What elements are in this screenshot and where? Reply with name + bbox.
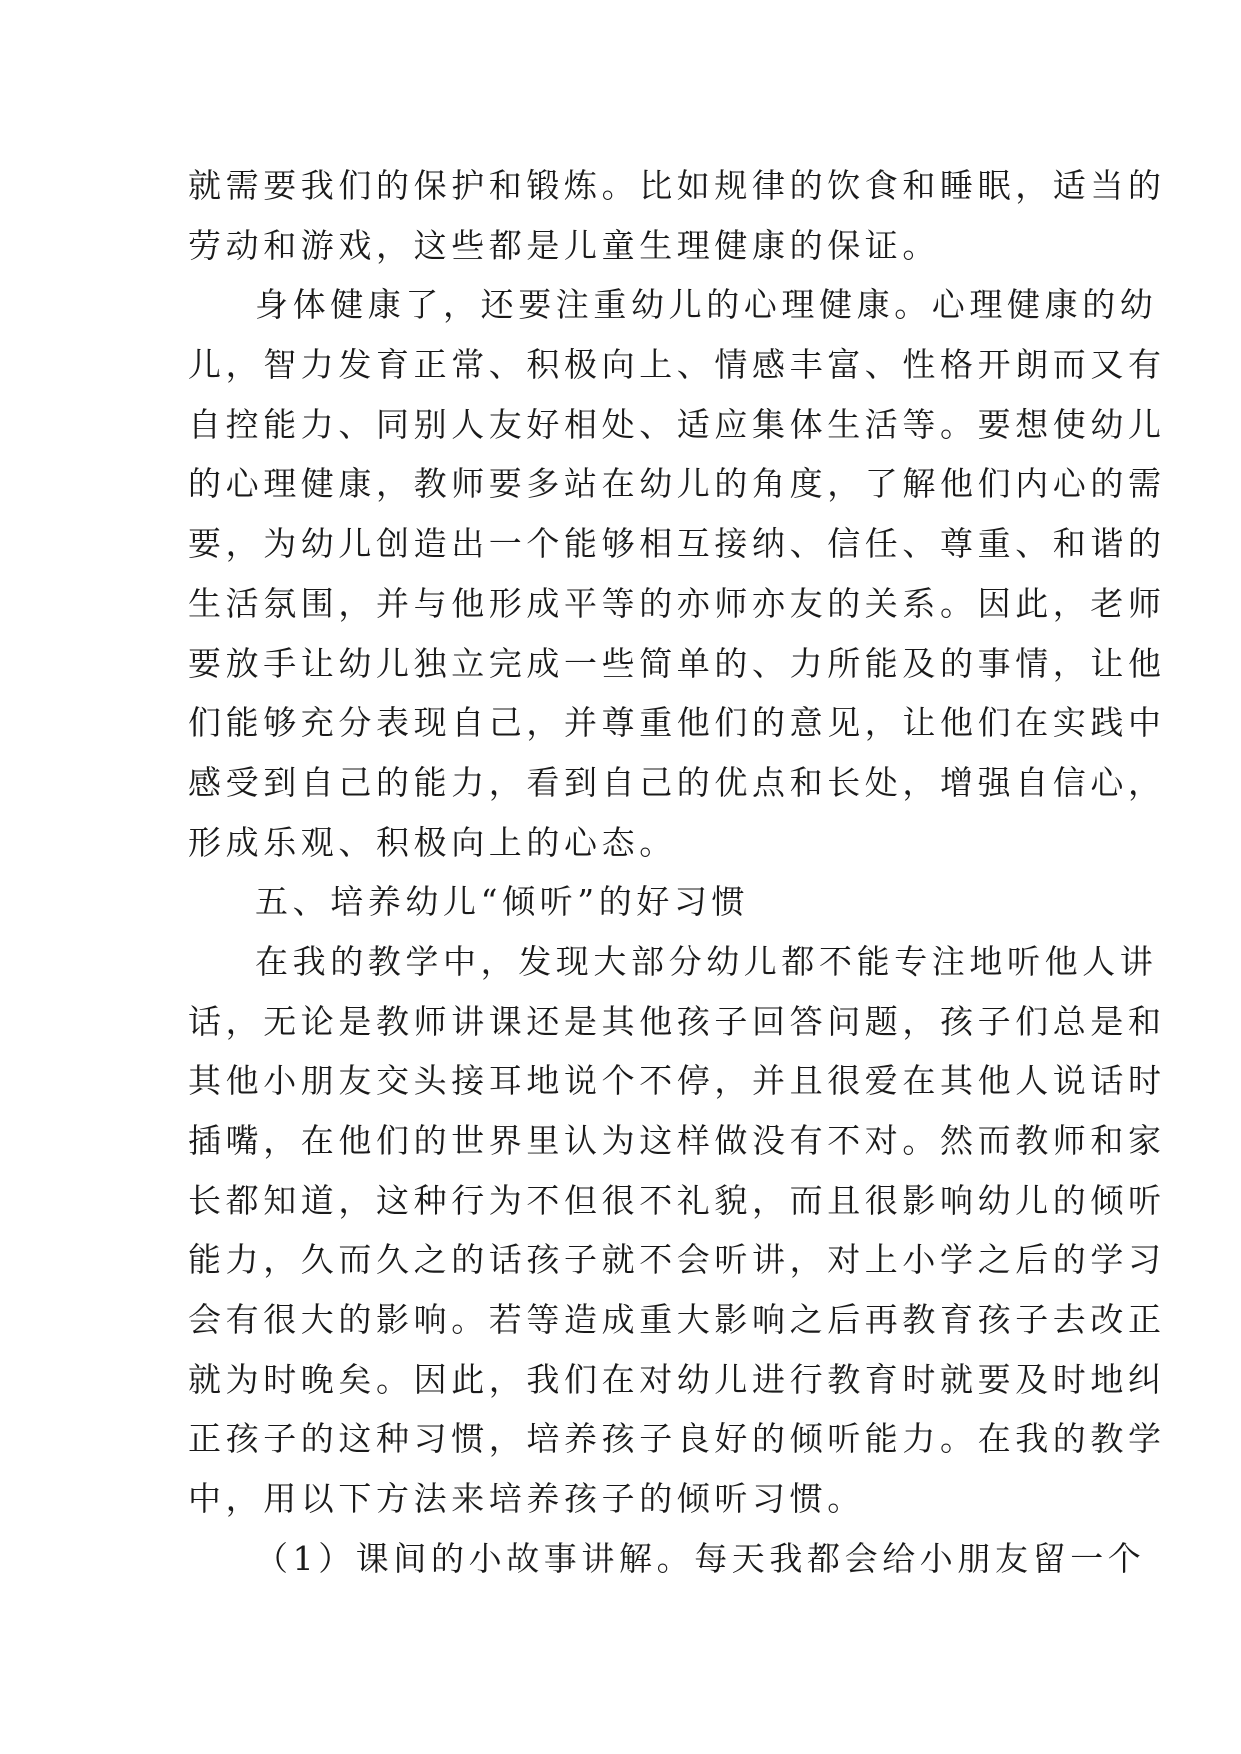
paragraph-start-line: 在我的教学中，发现大部分幼儿都不能专注地听他人讲	[255, 941, 1158, 981]
list-item-line: （1）课间的小故事讲解。每天我都会给小朋友留一个	[255, 1538, 1146, 1578]
text-line: 正孩子的这种习惯，培养孩子良好的倾听能力。在我的教学	[188, 1419, 1166, 1459]
text-line: 中，用以下方法来培养孩子的倾听习惯。	[188, 1479, 865, 1519]
body-text	[188, 156, 1166, 1589]
text-line: 形成乐观、积极向上的心态。	[188, 822, 677, 862]
text-line: 的心理健康，教师要多站在幼儿的角度，了解他们内心的需	[188, 464, 1166, 504]
text-line: 就需要我们的保护和锻炼。比如规律的饮食和睡眠，适当的	[188, 166, 1166, 205]
section-heading: 五、培养幼儿“倾听”的好习惯	[255, 882, 750, 922]
paragraph-start-line: 身体健康了，还要注重幼儿的心理健康。心理健康的幼	[255, 285, 1158, 325]
text-line: 话，无论是教师讲课还是其他孩子回答问题，孩子们总是和	[188, 1001, 1166, 1041]
text-line: 要放手让幼儿独立完成一些简单的、力所能及的事情，让他	[188, 643, 1166, 683]
text-line: 插嘴，在他们的世界里认为这样做没有不对。然而教师和家	[188, 1121, 1166, 1160]
text-line: 自控能力、同别人友好相处、适应集体生活等。要想使幼儿	[188, 404, 1166, 444]
text-line: 们能够充分表现自己，并尊重他们的意见，让他们在实践中	[188, 703, 1166, 743]
text-line: 长都知道，这种行为不但很不礼貌，而且很影响幼儿的倾听	[188, 1180, 1166, 1220]
text-line: 儿，智力发育正常、积极向上、情感丰富、性格开朗而又有	[188, 345, 1166, 385]
text-line: 能力，久而久之的话孩子就不会听讲，对上小学之后的学习	[188, 1240, 1166, 1280]
text-line: 其他小朋友交头接耳地说个不停，并且很爱在其他人说话时	[188, 1061, 1166, 1101]
text-line: 会有很大的影响。若等造成重大影响之后再教育孩子去改正	[188, 1300, 1166, 1340]
text-line: 感受到自己的能力，看到自己的优点和长处，增强自信心，	[188, 762, 1166, 802]
text-line: 要，为幼儿创造出一个能够相互接纳、信任、尊重、和谐的	[188, 524, 1166, 564]
text-line: 劳动和游戏，这些都是儿童生理健康的保证。	[188, 225, 940, 265]
text-line: 生活氛围，并与他形成平等的亦师亦友的关系。因此，老师	[188, 583, 1166, 623]
text-line: 就为时晚矣。因此，我们在对幼儿进行教育时就要及时地纠	[188, 1359, 1166, 1399]
